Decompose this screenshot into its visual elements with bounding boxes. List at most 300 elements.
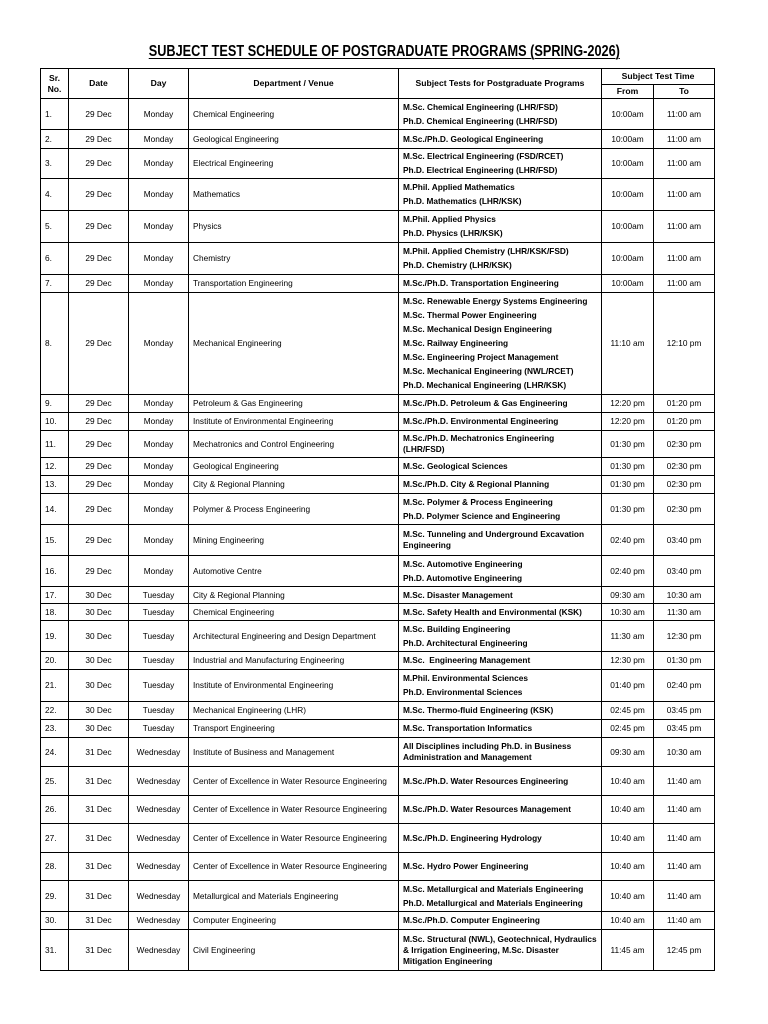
row-programs: [399, 912, 602, 930]
row-sr-no: 23.: [41, 720, 69, 738]
row-time-from: 01:40 pm: [602, 670, 654, 702]
row-department: Institute of Business and Management: [189, 738, 399, 767]
program-line: Ph.D. Chemical Engineering (LHR/FSD): [403, 115, 558, 126]
row-date: 29 Dec: [69, 211, 129, 243]
program-line: Ph.D. Polymer Science and Engineering: [403, 510, 561, 521]
row-programs: [399, 130, 602, 149]
row-sr-no: 15.: [41, 525, 69, 556]
program-line: M.Sc. Hydro Power Engineering: [403, 861, 529, 871]
program-line: M.Sc. Disaster Management: [403, 589, 513, 600]
row-time-from: 10:30 am: [602, 604, 654, 621]
row-day: Wednesday: [129, 912, 189, 930]
row-department: Mechanical Engineering (LHR): [189, 702, 399, 720]
row-time-to: 11:40 am: [654, 824, 715, 853]
row-time-from: 10:00am: [602, 130, 654, 149]
row-sr-no: 9.: [41, 395, 69, 413]
program-line: M.Sc./Ph.D. Transportation Engineering: [403, 278, 559, 288]
program-line: M.Sc./Ph.D. Water Resources Management: [403, 804, 571, 814]
row-date: 29 Dec: [69, 413, 129, 431]
row-time-from: 02:40 pm: [602, 556, 654, 587]
program-line: Ph.D. Metallurgical and Materials Engineering: [403, 897, 583, 908]
row-time-from: 10:40 am: [602, 912, 654, 930]
row-department: Institute of Environmental Engineering: [189, 413, 399, 431]
header-to: To: [654, 85, 715, 99]
row-programs: [399, 796, 602, 824]
row-day: Wednesday: [129, 881, 189, 912]
row-time-from: 10:00am: [602, 179, 654, 211]
row-department: Center of Excellence in Water Resource Engineering: [189, 767, 399, 796]
row-sr-no: 28.: [41, 853, 69, 881]
program-line: M.Sc./Ph.D. Geological Engineering: [403, 133, 544, 144]
row-programs: [399, 604, 602, 621]
program-line: M.Sc./Ph.D. Computer Engineering: [403, 915, 540, 925]
row-sr-no: 5.: [41, 211, 69, 243]
table-row: [41, 130, 715, 149]
row-time-to: 11:00 am: [654, 130, 715, 149]
row-programs: [399, 179, 602, 211]
row-date: 30 Dec: [69, 621, 129, 652]
row-day: Wednesday: [129, 853, 189, 881]
row-time-from: 10:40 am: [602, 881, 654, 912]
row-time-from: 11:45 am: [602, 930, 654, 971]
row-time-to: 03:45 pm: [654, 720, 715, 738]
table-row: [41, 179, 715, 211]
row-time-to: 02:30 pm: [654, 458, 715, 476]
row-time-from: 10:40 am: [602, 853, 654, 881]
row-time-to: 11:40 am: [654, 912, 715, 930]
row-time-to: 01:20 pm: [654, 413, 715, 431]
row-sr-no: 12.: [41, 458, 69, 476]
table-row: [41, 930, 715, 971]
program-line: M.Phil. Applied Physics: [403, 214, 496, 224]
table-row: [41, 458, 715, 476]
row-programs: [399, 824, 602, 853]
row-programs: [399, 738, 602, 767]
schedule-body: [41, 99, 715, 971]
row-day: Tuesday: [129, 621, 189, 652]
row-programs: [399, 211, 602, 243]
table-row: [41, 243, 715, 275]
row-time-from: 10:00am: [602, 99, 654, 130]
row-date: 29 Dec: [69, 525, 129, 556]
program-line: Ph.D. Physics (LHR/KSK): [403, 228, 503, 238]
table-row: [41, 476, 715, 494]
row-day: Monday: [129, 179, 189, 211]
row-date: 31 Dec: [69, 738, 129, 767]
program-line: M.Sc. Engineering Project Management: [403, 352, 559, 362]
row-department: Electrical Engineering: [189, 149, 399, 179]
row-programs: [399, 720, 602, 738]
row-programs: [399, 767, 602, 796]
row-day: Tuesday: [129, 720, 189, 738]
row-date: 31 Dec: [69, 767, 129, 796]
row-time-to: 12:10 pm: [654, 293, 715, 395]
row-time-from: 01:30 pm: [602, 494, 654, 525]
row-programs: [399, 458, 602, 476]
row-time-from: 11:30 am: [602, 621, 654, 652]
row-programs: [399, 652, 602, 670]
program-line: M.Sc. Renewable Energy Systems Engineering: [403, 296, 588, 306]
row-date: 31 Dec: [69, 912, 129, 930]
row-day: Tuesday: [129, 670, 189, 702]
row-programs: [399, 587, 602, 604]
row-department: City & Regional Planning: [189, 587, 399, 604]
row-time-from: 10:00am: [602, 149, 654, 179]
row-day: Wednesday: [129, 824, 189, 853]
row-date: 29 Dec: [69, 130, 129, 149]
row-sr-no: 10.: [41, 413, 69, 431]
row-time-to: 11:00 am: [654, 179, 715, 211]
row-department: Civil Engineering: [189, 930, 399, 971]
row-time-to: 10:30 am: [654, 738, 715, 767]
program-line: Ph.D. Architectural Engineering: [403, 637, 528, 648]
header-subject-tests: Subject Tests for Postgraduate Programs: [399, 69, 602, 99]
table-row: [41, 99, 715, 130]
row-date: 29 Dec: [69, 494, 129, 525]
row-date: 31 Dec: [69, 930, 129, 971]
row-department: Institute of Environmental Engineering: [189, 670, 399, 702]
row-programs: [399, 525, 602, 556]
row-department: Geological Engineering: [189, 458, 399, 476]
program-line: M.Sc. Geological Sciences: [403, 461, 508, 471]
row-department: Chemical Engineering: [189, 604, 399, 621]
row-department: Automotive Centre: [189, 556, 399, 587]
table-row: [41, 604, 715, 621]
table-row: [41, 621, 715, 652]
row-department: Mining Engineering: [189, 525, 399, 556]
row-department: Mechatronics and Control Engineering: [189, 431, 399, 458]
row-sr-no: 6.: [41, 243, 69, 275]
row-time-from: 12:20 pm: [602, 395, 654, 413]
row-time-to: 10:30 am: [654, 587, 715, 604]
row-sr-no: 26.: [41, 796, 69, 824]
row-time-to: 02:40 pm: [654, 670, 715, 702]
program-line: M.Sc. Electrical Engineering (FSD/RCET): [403, 151, 564, 161]
row-sr-no: 3.: [41, 149, 69, 179]
header-from: From: [602, 85, 654, 99]
row-sr-no: 30.: [41, 912, 69, 930]
row-date: 30 Dec: [69, 652, 129, 670]
table-row: [41, 525, 715, 556]
row-date: 29 Dec: [69, 431, 129, 458]
row-sr-no: 11.: [41, 431, 69, 458]
table-row: [41, 556, 715, 587]
table-row: [41, 824, 715, 853]
table-row: [41, 720, 715, 738]
row-sr-no: 31.: [41, 930, 69, 971]
row-department: Transportation Engineering: [189, 275, 399, 293]
row-date: 29 Dec: [69, 293, 129, 395]
row-date: 30 Dec: [69, 604, 129, 621]
row-sr-no: 19.: [41, 621, 69, 652]
program-line: M.Phil. Environmental Sciences: [403, 673, 528, 683]
row-date: 29 Dec: [69, 556, 129, 587]
program-line: M.Sc. Tunneling and Underground Excavation Engineering: [403, 529, 587, 550]
row-sr-no: 17.: [41, 587, 69, 604]
row-time-from: 02:45 pm: [602, 720, 654, 738]
program-line: M.Sc./Ph.D. City & Regional Planning: [403, 479, 550, 489]
row-programs: [399, 149, 602, 179]
row-date: 31 Dec: [69, 881, 129, 912]
table-row: [41, 796, 715, 824]
table-row: [41, 211, 715, 243]
row-time-from: 12:30 pm: [602, 652, 654, 670]
row-time-from: 01:30 pm: [602, 476, 654, 494]
row-programs: [399, 413, 602, 431]
row-sr-no: 7.: [41, 275, 69, 293]
row-time-to: 01:30 pm: [654, 652, 715, 670]
table-row: [41, 149, 715, 179]
table-row: [41, 853, 715, 881]
program-line: Ph.D. Chemistry (LHR/KSK): [403, 260, 512, 270]
row-sr-no: 14.: [41, 494, 69, 525]
row-department: Computer Engineering: [189, 912, 399, 930]
row-date: 29 Dec: [69, 243, 129, 275]
row-time-to: 11:00 am: [654, 243, 715, 275]
row-sr-no: 21.: [41, 670, 69, 702]
table-row: [41, 738, 715, 767]
program-line: M.Sc./Ph.D. Environmental Engineering: [403, 416, 559, 426]
row-department: Transport Engineering: [189, 720, 399, 738]
row-sr-no: 18.: [41, 604, 69, 621]
program-line: M.Sc. Automotive Engineering: [403, 558, 523, 569]
row-sr-no: 16.: [41, 556, 69, 587]
row-time-to: 02:30 pm: [654, 494, 715, 525]
program-line: M.Sc. Structural (NWL), Geotechnical, Hydraulics & Irrigation Engineering, M.Sc. Disaster Mitigation Engineering: [403, 933, 599, 966]
row-day: Monday: [129, 413, 189, 431]
row-programs: [399, 494, 602, 525]
row-department: City & Regional Planning: [189, 476, 399, 494]
program-line: All Disciplines including Ph.D. in Business Administration and Management: [403, 741, 574, 762]
program-line: M.Sc. Building Engineering: [403, 623, 511, 634]
program-line: M.Sc. Engineering Management: [403, 655, 531, 665]
row-programs: [399, 476, 602, 494]
row-sr-no: 25.: [41, 767, 69, 796]
row-sr-no: 24.: [41, 738, 69, 767]
program-line: Ph.D. Mathematics (LHR/KSK): [403, 196, 522, 206]
row-time-to: 12:30 pm: [654, 621, 715, 652]
row-department: Mathematics: [189, 179, 399, 211]
program-line: M.Sc. Metallurgical and Materials Engineering: [403, 883, 584, 894]
row-department: Architectural Engineering and Design Department: [189, 621, 399, 652]
row-time-to: 02:30 pm: [654, 431, 715, 458]
row-department: Chemistry: [189, 243, 399, 275]
table-row: [41, 702, 715, 720]
row-date: 31 Dec: [69, 796, 129, 824]
row-time-from: 01:30 pm: [602, 431, 654, 458]
row-programs: [399, 293, 602, 395]
row-date: 29 Dec: [69, 476, 129, 494]
table-row: [41, 587, 715, 604]
row-programs: [399, 670, 602, 702]
row-programs: [399, 853, 602, 881]
row-day: Tuesday: [129, 652, 189, 670]
row-day: Monday: [129, 395, 189, 413]
table-header: [41, 69, 715, 99]
header-day: Day: [129, 69, 189, 99]
row-day: Monday: [129, 525, 189, 556]
row-programs: [399, 621, 602, 652]
row-programs: [399, 881, 602, 912]
row-time-to: 02:30 pm: [654, 476, 715, 494]
row-day: Tuesday: [129, 702, 189, 720]
row-date: 29 Dec: [69, 395, 129, 413]
row-date: 30 Dec: [69, 670, 129, 702]
row-time-from: 10:00am: [602, 243, 654, 275]
row-time-to: 03:45 pm: [654, 702, 715, 720]
program-line: Ph.D. Mechanical Engineering (LHR/KSK): [403, 380, 567, 390]
row-day: Monday: [129, 458, 189, 476]
row-sr-no: 2.: [41, 130, 69, 149]
table-row: [41, 494, 715, 525]
header-row: [41, 69, 715, 85]
table-row: [41, 767, 715, 796]
program-line: Ph.D. Electrical Engineering (LHR/FSD): [403, 165, 558, 175]
row-time-from: 02:45 pm: [602, 702, 654, 720]
table-row: [41, 881, 715, 912]
row-programs: [399, 930, 602, 971]
row-sr-no: 13.: [41, 476, 69, 494]
table-row: [41, 293, 715, 395]
row-sr-no: 29.: [41, 881, 69, 912]
program-line: M.Phil. Applied Chemistry (LHR/KSK/FSD): [403, 246, 569, 256]
row-time-to: 11:40 am: [654, 881, 715, 912]
row-time-from: 10:00am: [602, 211, 654, 243]
row-day: Monday: [129, 99, 189, 130]
row-department: Metallurgical and Materials Engineering: [189, 881, 399, 912]
program-line: M.Sc. Railway Engineering: [403, 338, 509, 348]
table-row: [41, 652, 715, 670]
row-day: Monday: [129, 275, 189, 293]
program-line: M.Sc. Polymer & Process Engineering: [403, 496, 553, 507]
row-day: Wednesday: [129, 930, 189, 971]
page-title: SUBJECT TEST SCHEDULE OF POSTGRADUATE PROGRAMS (SPRING-2026): [148, 43, 620, 60]
row-time-to: 01:20 pm: [654, 395, 715, 413]
program-line: M.Sc. Mechanical Engineering (NWL/RCET): [403, 366, 574, 376]
row-day: Wednesday: [129, 738, 189, 767]
row-department: Industrial and Manufacturing Engineering: [189, 652, 399, 670]
row-programs: [399, 431, 602, 458]
row-date: 29 Dec: [69, 99, 129, 130]
row-date: 30 Dec: [69, 587, 129, 604]
row-date: 30 Dec: [69, 720, 129, 738]
row-time-from: 10:40 am: [602, 824, 654, 853]
row-time-from: 09:30 am: [602, 587, 654, 604]
row-department: Polymer & Process Engineering: [189, 494, 399, 525]
program-line: M.Sc./Ph.D. Engineering Hydrology: [403, 832, 542, 843]
program-line: M.Sc. Safety Health and Environmental (KSK): [403, 606, 582, 617]
row-day: Tuesday: [129, 604, 189, 621]
row-day: Monday: [129, 211, 189, 243]
row-programs: [399, 275, 602, 293]
row-day: Monday: [129, 494, 189, 525]
row-department: Center of Excellence in Water Resource Engineering: [189, 853, 399, 881]
program-line: M.Sc./Ph.D. Mechatronics Engineering (LHR/FSD): [403, 433, 557, 454]
row-time-to: 12:45 pm: [654, 930, 715, 971]
row-sr-no: 8.: [41, 293, 69, 395]
header-date: Date: [69, 69, 129, 99]
table-row: [41, 670, 715, 702]
row-time-to: 11:40 am: [654, 767, 715, 796]
program-line: Ph.D. Automotive Engineering: [403, 572, 523, 583]
row-day: Monday: [129, 556, 189, 587]
row-day: Monday: [129, 130, 189, 149]
row-day: Monday: [129, 149, 189, 179]
row-date: 31 Dec: [69, 853, 129, 881]
row-department: Petroleum & Gas Engineering: [189, 395, 399, 413]
row-time-from: 09:30 am: [602, 738, 654, 767]
row-time-from: 10:40 am: [602, 767, 654, 796]
row-day: Monday: [129, 476, 189, 494]
row-department: Chemical Engineering: [189, 99, 399, 130]
row-time-to: 11:00 am: [654, 211, 715, 243]
program-line: M.Sc. Thermal Power Engineering: [403, 310, 537, 320]
row-time-to: 11:00 am: [654, 149, 715, 179]
row-day: Monday: [129, 431, 189, 458]
program-line: M.Sc. Mechanical Design Engineering: [403, 324, 552, 334]
row-time-from: 11:10 am: [602, 293, 654, 395]
table-row: [41, 413, 715, 431]
program-line: M.Phil. Applied Mathematics: [403, 182, 515, 192]
row-day: Wednesday: [129, 767, 189, 796]
program-line: M.Sc. Transportation Informatics: [403, 723, 533, 733]
table-row: [41, 275, 715, 293]
row-date: 29 Dec: [69, 179, 129, 211]
row-sr-no: 20.: [41, 652, 69, 670]
row-time-to: 11:00 am: [654, 99, 715, 130]
row-programs: [399, 243, 602, 275]
row-programs: [399, 702, 602, 720]
header-test-time: Subject Test Time: [602, 69, 715, 85]
program-line: M.Sc. Chemical Engineering (LHR/FSD): [403, 101, 558, 112]
row-day: Wednesday: [129, 796, 189, 824]
header-sr-no: Sr. No.: [41, 69, 69, 99]
row-sr-no: 4.: [41, 179, 69, 211]
table-row: [41, 395, 715, 413]
table-row: [41, 431, 715, 458]
title-container: [0, 42, 768, 62]
row-sr-no: 27.: [41, 824, 69, 853]
row-time-from: 01:30 pm: [602, 458, 654, 476]
row-department: Center of Excellence in Water Resource Engineering: [189, 824, 399, 853]
row-programs: [399, 99, 602, 130]
row-date: 29 Dec: [69, 149, 129, 179]
row-day: Monday: [129, 293, 189, 395]
row-time-to: 11:40 am: [654, 796, 715, 824]
row-sr-no: 1.: [41, 99, 69, 130]
row-department: Geological Engineering: [189, 130, 399, 149]
row-time-to: 03:40 pm: [654, 525, 715, 556]
row-date: 31 Dec: [69, 824, 129, 853]
row-department: Center of Excellence in Water Resource Engineering: [189, 796, 399, 824]
row-sr-no: 22.: [41, 702, 69, 720]
row-programs: [399, 556, 602, 587]
row-time-from: 02:40 pm: [602, 525, 654, 556]
program-line: M.Sc./Ph.D. Water Resources Engineering: [403, 775, 569, 786]
row-date: 29 Dec: [69, 458, 129, 476]
row-department: Mechanical Engineering: [189, 293, 399, 395]
row-time-to: 11:30 am: [654, 604, 715, 621]
program-line: M.Sc. Thermo-fluid Engineering (KSK): [403, 705, 554, 715]
row-day: Monday: [129, 243, 189, 275]
table-row: [41, 912, 715, 930]
header-department: Department / Venue: [189, 69, 399, 99]
row-programs: [399, 395, 602, 413]
row-time-from: 10:00am: [602, 275, 654, 293]
row-day: Tuesday: [129, 587, 189, 604]
row-date: 30 Dec: [69, 702, 129, 720]
program-line: M.Sc./Ph.D. Petroleum & Gas Engineering: [403, 398, 568, 408]
